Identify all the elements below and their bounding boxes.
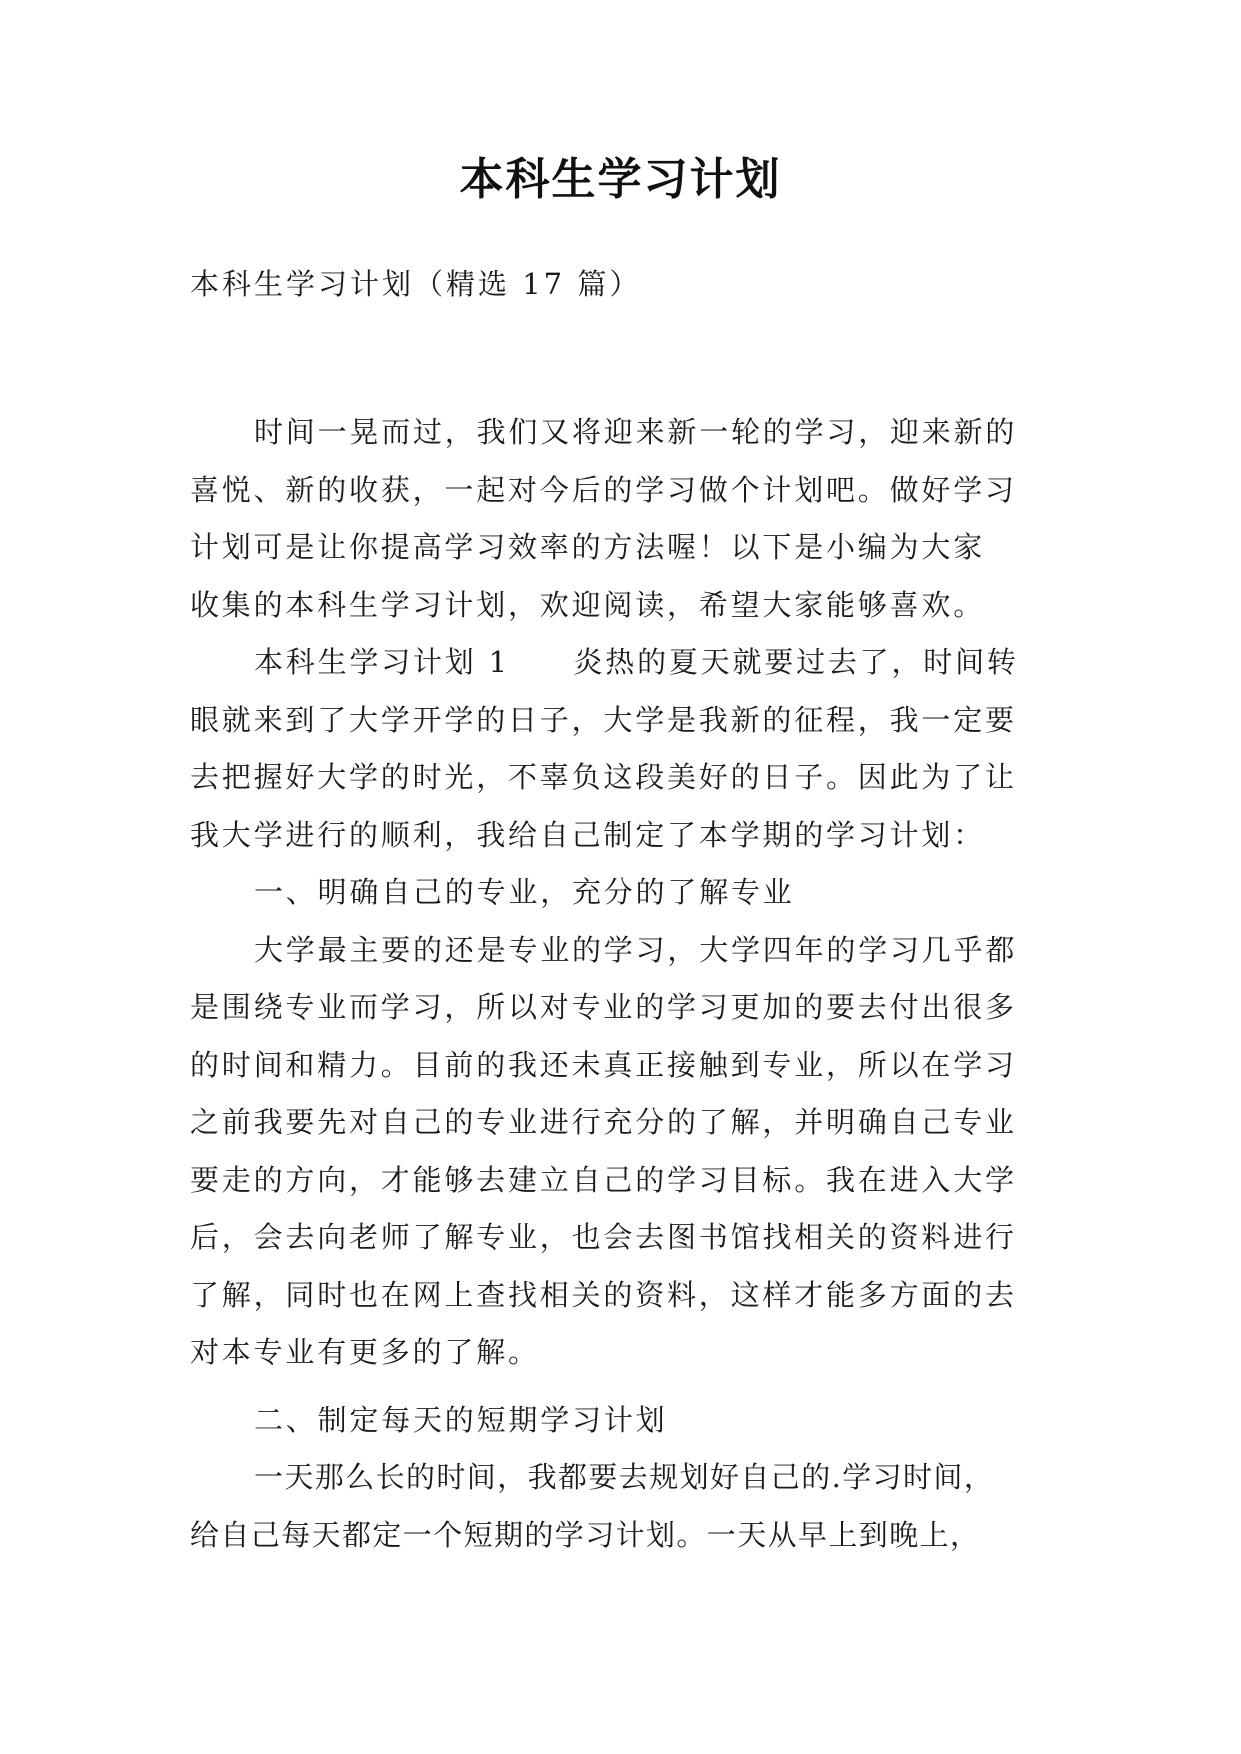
paragraph-line: 计划可是让你提高学习效率的方法喔！以下是小编为大家 [190, 530, 986, 564]
document-subtitle: 本科生学习计划（精选 17 篇） [190, 267, 642, 301]
paragraph-line: 收集的本科生学习计划，欢迎阅读，希望大家能够喜欢。 [190, 587, 986, 622]
section-heading: 一、明确自己的专业，充分的了解专业 [254, 875, 795, 909]
document-body [190, 404, 1050, 1564]
document-title: 本科生学习计划 [459, 154, 782, 205]
paragraph-line: 了解，同时也在网上查找相关的资料，这样才能多方面的去 [190, 1277, 1017, 1312]
paragraph-line: 对本专业有更多的了解。 [190, 1335, 540, 1369]
paragraph-line: 是围绕专业而学习，所以对专业的学习更加的要去付出很多 [190, 990, 1017, 1024]
paragraph-line: 时间一晃而过，我们又将迎来新一轮的学习，迎来新的 [254, 415, 1018, 449]
paragraph-line: 去把握好大学的时光，不辜负这段美好的日子。因此为了让 [190, 760, 1017, 794]
spacer [190, 1382, 1050, 1392]
paragraph-line: 的时间和精力。目前的我还未真正接触到专业，所以在学习 [190, 1047, 1017, 1082]
paragraph-line: 大学最主要的还是专业的学习，大学四年的学习几乎都 [254, 932, 1018, 967]
paragraph-line: 要走的方向，才能够去建立自己的学习目标。我在进入大学 [190, 1162, 1017, 1197]
paragraph-line: 一天那么长的时间，我都要去规划好自己的.学习时间， [254, 1460, 995, 1494]
paragraph-line: 我大学进行的顺利，我给自己制定了本学期的学习计划： [190, 817, 986, 852]
paragraph-line: 给自己每天都定一个短期的学习计划。一天从早上到晚上， [190, 1517, 981, 1552]
paragraph-line: 之前我要先对自己的专业进行充分的了解，并明确自己专业 [190, 1105, 1017, 1139]
paragraph-line: 本科生学习计划 1 炎热的夏天就要过去了，时间转 [254, 645, 1019, 679]
paragraph-line: 喜悦、新的收获，一起对今后的学习做个计划吧。做好学习 [190, 472, 1017, 507]
section-heading: 二、制定每天的短期学习计划 [254, 1402, 668, 1437]
paragraph-line: 眼就来到了大学开学的日子，大学是我新的征程，我一定要 [190, 702, 1017, 737]
paragraph-line: 后，会去向老师了解专业，也会去图书馆找相关的资料进行 [190, 1220, 1017, 1254]
